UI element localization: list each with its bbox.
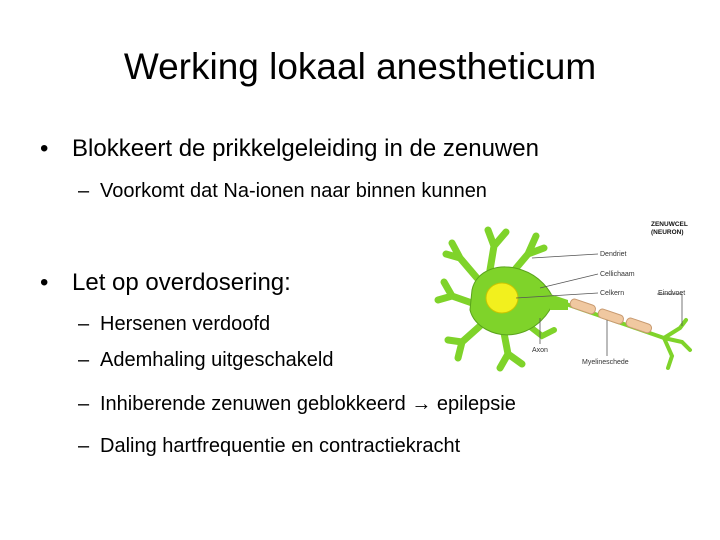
sub-bullet-2-3-suffix: epilepsie bbox=[436, 393, 516, 415]
neuron-illustration bbox=[438, 230, 690, 368]
sub-bullet-2-2 bbox=[78, 346, 334, 374]
nucleus bbox=[486, 283, 518, 313]
label-axon: Axon bbox=[532, 347, 548, 354]
label-celkern: Celkern bbox=[600, 290, 625, 297]
label-eindvoet: Eindvoet bbox=[658, 290, 686, 297]
bullet-1-text: Blokkeert de prikkelgeleiding in de zenuwen bbox=[72, 135, 539, 162]
myelin-segment bbox=[597, 308, 625, 325]
arrow-icon: → bbox=[411, 393, 432, 415]
slide-title: Werking lokaal anestheticum bbox=[123, 46, 597, 87]
label-myelineschede: Myelineschede bbox=[582, 359, 629, 366]
dash-glyph: – bbox=[78, 435, 90, 457]
sub-bullet-2-1-text: Hersenen verdoofd bbox=[100, 313, 271, 335]
label-cellichaam: Cellichaam bbox=[600, 271, 635, 278]
bullet-glyph: • bbox=[40, 135, 49, 162]
figure-title-line2: (NEURON) bbox=[651, 229, 684, 236]
myelin-segment bbox=[569, 298, 597, 315]
axon-hillock bbox=[550, 294, 568, 310]
myelin-segment bbox=[625, 317, 653, 334]
sub-bullet-2-3 bbox=[78, 390, 516, 418]
dash-glyph: – bbox=[78, 180, 90, 202]
sub-bullet-2-2-text: Ademhaling uitgeschakeld bbox=[100, 349, 334, 371]
dash-glyph: – bbox=[78, 349, 90, 371]
sub-bullet-2-4-text: Daling hartfrequentie en contractiekracht bbox=[100, 435, 461, 457]
axon-terminals bbox=[664, 320, 690, 368]
dash-glyph: – bbox=[78, 393, 90, 415]
sub-bullet-2-4 bbox=[78, 432, 460, 460]
sub-bullet-2-3-text: Inhiberende zenuwen geblokkeerd bbox=[100, 393, 406, 415]
sub-bullet-1-1 bbox=[78, 177, 487, 205]
sub-bullet-1-1-text: Voorkomt dat Na-ionen naar binnen kunnen bbox=[100, 180, 487, 202]
neuron-diagram bbox=[432, 218, 694, 378]
bullet-glyph: • bbox=[40, 269, 49, 296]
bullet-1 bbox=[40, 133, 539, 165]
sub-bullet-2-1 bbox=[78, 310, 270, 338]
myelin-sheath bbox=[569, 298, 653, 334]
label-dendriet: Dendriet bbox=[600, 251, 627, 258]
bullet-2 bbox=[40, 267, 291, 299]
dash-glyph: – bbox=[78, 313, 90, 335]
figure-title-line1: ZENUWCEL bbox=[651, 221, 688, 228]
bullet-2-text: Let op overdosering: bbox=[72, 269, 291, 296]
